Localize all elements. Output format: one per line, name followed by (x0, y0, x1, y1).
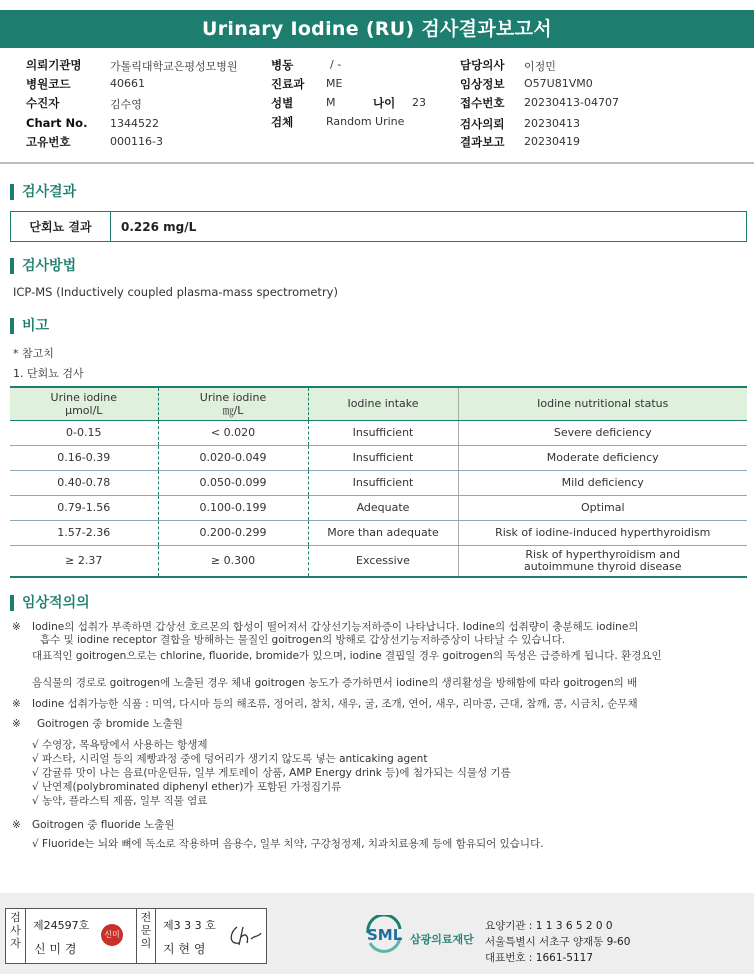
reference-subtitle: 1. 단회뇨 검사 (13, 367, 84, 380)
value-request-date: 20230413 (524, 117, 580, 130)
sml-logo (364, 915, 474, 955)
label-clinical-info: 임상정보 (460, 77, 505, 91)
result-value: 0.226 mg/L (121, 219, 197, 234)
examiner-seal: 신미경 (101, 924, 123, 946)
clinical-line: √ 감귤류 맛이 나는 음료(마운틴듀, 일부 게토레이 상품, AMP Energy drink 등)에 첨가되는 식물성 기름 (32, 767, 511, 779)
value-doctor: 이정민 (524, 60, 556, 73)
clinical-line: Iodine 섭취가능한 식품 : 미역, 다시마 등의 해조류, 정어리, 참치, 새우, 굴, 조개, 연어, 새우, 리마콩, 근대, 참깨, 콩, 시금치, 순무채 (32, 698, 638, 710)
value-hospital-code: 40661 (110, 77, 145, 90)
label-hospital-code: 병원코드 (26, 77, 71, 91)
label-age: 나이 (373, 96, 396, 110)
clinical-line: √ 난연제(polybrominated diphenyl ether)가 포함된 가정집기류 (32, 781, 342, 793)
clinical-line: √ 수영장, 목욕탕에서 사용하는 항생제 (32, 739, 208, 751)
divider (0, 162, 754, 164)
label-specimen: 검체 (271, 115, 294, 129)
value-department: ME (326, 77, 343, 90)
value-unique-no: 000116-3 (110, 135, 163, 148)
label-chart-no: Chart No. (26, 116, 88, 130)
note-mark: ※ (12, 718, 21, 730)
value-hospital: 가톨릭대학교은평성모병원 (110, 60, 238, 73)
value-specimen: Random Urine (326, 115, 405, 128)
label-sex: 성별 (271, 96, 294, 110)
specialist-signature-icon (227, 923, 263, 949)
table-header-row (10, 387, 747, 420)
table-row: 0.79-1.56 0.100-0.199 Adequate Optimal (10, 495, 747, 520)
clinical-line: 흡수 및 iodine receptor 결합을 방해하는 물질인 goitrogen의 방해로 갑상선기능저하증상이 나타날 수 있습니다. (40, 634, 566, 646)
value-age: 23 (412, 96, 426, 109)
section-title-clinical: 임상적의의 (10, 595, 90, 611)
clinical-line: 대표적인 goitrogen으로는 chlorine, fluoride, bromide가 있으며, iodine 결핍일 경우 goitrogen의 독성은 급증하게 됩니다. 환경요인 (32, 650, 662, 662)
lab-address: 서울특별시 서초구 양재동 9-60 (485, 936, 631, 948)
examiner-name: 신 미 경 (34, 942, 77, 956)
clinical-line: √ 농약, 플라스틱 제품, 일부 직물 염료 (32, 795, 208, 807)
header-umol: Urine iodine μmol/L (10, 387, 158, 420)
examiner-license: 제24597호 (33, 919, 90, 932)
clinical-subtitle: Goitrogen 중 bromide 노출원 (37, 718, 183, 730)
table-row: 0.40-0.78 0.050-0.099 Insufficient Mild deficiency (10, 470, 747, 495)
table-row: ≥ 2.37 ≥ 0.300 Excessive Risk of hyperthyroidism and autoimmune thyroid disease (10, 545, 747, 577)
label-hospital: 의뢰기관명 (26, 58, 82, 72)
clinical-line: √ 파스타, 시리얼 등의 제빵과정 중에 덩어리가 생기지 않도록 넣는 anticaking agent (32, 753, 428, 765)
label-request-date: 검사의뢰 (460, 117, 505, 131)
section-title-method: 검사방법 (10, 258, 76, 274)
specialist-license: 제3 3 3 호 (163, 919, 216, 932)
clinical-line: √ Fluoride는 뇌와 뼈에 독소로 작용하며 음용수, 일부 치약, 구강청정제, 치과치료용제 등에 함유되어 있습니다. (32, 838, 544, 850)
result-box (10, 211, 747, 242)
reference-table (10, 386, 747, 578)
signature-box (5, 908, 267, 964)
section-title-result: 검사결과 (10, 184, 76, 200)
label-unique-no: 고유번호 (26, 135, 71, 149)
label-doctor: 담당의사 (460, 58, 505, 72)
clinical-line: 음식물의 경로로 goitrogen에 노출된 경우 체내 goitrogen 농도가 증가하면서 iodine의 생리활성을 방해함에 따라 goitrogen의 배 (32, 677, 638, 689)
label-department: 진료과 (271, 77, 305, 91)
lab-phone: 대표번호 : 1661-5117 (485, 952, 594, 964)
reference-title: * 참고치 (13, 347, 54, 360)
patient-info (0, 55, 754, 155)
note-mark: ※ (12, 819, 21, 831)
header-intake: Iodine intake (308, 387, 458, 420)
label-report-date: 결과보고 (460, 135, 505, 149)
value-ward: / - (330, 58, 342, 71)
report-title: Urinary Iodine (RU) 검사결과보고서 (0, 10, 754, 48)
header-status: Iodine nutritional status (458, 387, 747, 420)
result-label: 단회뇨 결과 (11, 212, 111, 241)
method-text: ICP-MS (Inductively coupled plasma-mass spectrometry) (13, 285, 338, 299)
sml-logo-text: SML (367, 926, 403, 944)
value-sex: M (326, 96, 336, 109)
table-row: 0.16-0.39 0.020-0.049 Insufficient Moderate deficiency (10, 445, 747, 470)
value-clinical-info: O57U81VM0 (524, 77, 593, 90)
value-report-date: 20230419 (524, 135, 580, 148)
section-title-remark: 비고 (10, 318, 49, 334)
examiner-label: 검사자 (6, 909, 26, 963)
value-receipt-no: 20230413-04707 (524, 96, 619, 109)
clinical-line: Iodine의 섭취가 부족하면 갑상선 호르몬의 합성이 떨어져서 갑상선기능저하증이 나타납니다. Iodine의 섭취량이 충분해도 iodine의 (32, 621, 639, 633)
clinical-subtitle: Goitrogen 중 fluoride 노출원 (32, 819, 175, 831)
specialist-name: 지 현 영 (163, 942, 206, 956)
table-row: 1.57-2.36 0.200-0.299 More than adequate Risk of iodine-induced hyperthyroidism (10, 520, 747, 545)
specialist-label: 전문의 (136, 909, 156, 963)
note-mark: ※ (12, 698, 21, 710)
label-patient: 수진자 (26, 96, 60, 110)
label-receipt-no: 접수번호 (460, 96, 505, 110)
lab-code: 요양기관 : 1 1 3 6 5 2 0 0 (485, 920, 613, 932)
header-mgl: Urine iodine ㎎/L (158, 387, 308, 420)
label-ward: 병동 (271, 58, 294, 72)
note-mark: ※ (12, 621, 21, 633)
value-patient: 김수영 (110, 98, 142, 111)
value-chart-no: 1344522 (110, 117, 159, 130)
organization-name: 삼광의료재단 (410, 933, 474, 946)
table-row: 0-0.15 < 0.020 Insufficient Severe deficiency (10, 420, 747, 445)
lab-info (485, 918, 630, 966)
